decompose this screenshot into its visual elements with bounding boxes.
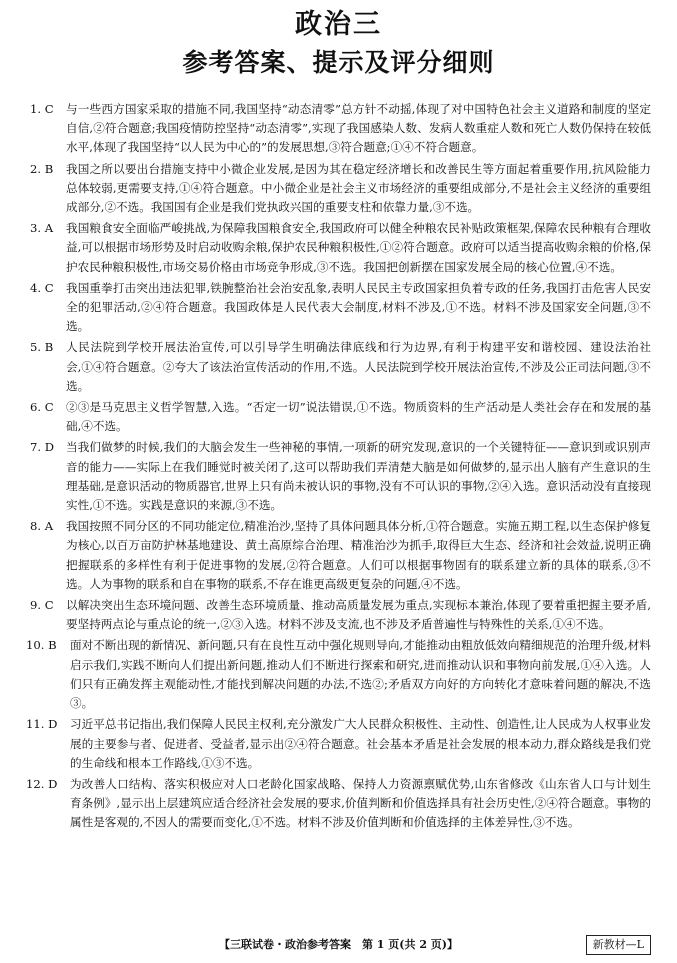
answer-item-11 xyxy=(26,715,651,773)
answer-item-7 xyxy=(26,438,651,515)
answer-number: 1. C xyxy=(30,102,54,116)
answer-item-10 xyxy=(26,636,651,713)
answer-item-2 xyxy=(26,160,651,218)
answer-item-6 xyxy=(26,398,651,436)
answer-explanation: 我国重拳打击突出违法犯罪,铁腕整治社会治安乱象,表明人民民主专政国家担负着专政的任务,我国打击危害人民安全的犯罪活动,②④符合题意。我国政体是人民代表大会制度,材料不涉及,①不选。材料不涉及国家安全问题,③不选。 xyxy=(66,280,651,334)
answer-explanation: 当我们做梦的时候,我们的大脑会发生一些神秘的事情,一项新的研究发现,意识的一个关键特征——意识到或识别声音的能力——实际上在我们睡觉时被关闭了,这可以帮助我们弄清楚大脑是如何做梦的,显示出人脑有产生意识的生理基础,是意识活动的物质器官,世界上只有尚未被认识的事物,没有不可认识的事物,②④入选。意识活动没有直接现实性,①不选。实践是意识的来源,③不选。 xyxy=(66,440,651,513)
answer-item-3 xyxy=(26,219,651,277)
answer-explanation: 面对不断出现的新情况、新问题,只有在良性互动中强化规则导向,才能推动由粗放低效向精细规范的治理升级,材料启示我们,实践不断向人们提出新问题,推动人们不断进行探索和研究,进而推动认识和事物向前发展,①④入选。人们只有正确发挥主观能动性,才能找到解决问题的办法,不选②;矛盾双方向好的方向转化才意味着问题的解决,不选③。 xyxy=(70,638,651,711)
answer-number: 3. A xyxy=(30,221,54,236)
answer-explanation: 习近平总书记指出,我们保障人民民主权利,充分激发广大人民群众积极性、主动性、创造性,让人民成为人权事业发展的主要参与者、促进者、受益者,显示出②④符合题意。社会基本矛盾是社会发展的根本动力,群众路线是我们党的生命线和根本工作路线,①③不选。 xyxy=(70,717,651,770)
edition-badge: 新教材—L xyxy=(586,935,651,955)
answer-list xyxy=(26,100,651,833)
answer-explanation: ②③是马克思主义哲学智慧,入选。“否定一切”说法错误,①不选。物质资料的生产活动是人类社会存在和发展的基础,④不选。 xyxy=(66,400,651,434)
answer-explanation: 以解决突出生态环境问题、改善生态环境质量、推动高质量发展为重点,实现标本兼治,体现了要着重把握主要矛盾,要坚持两点论与重点论的统一,②③入选。材料不涉及支流,也不涉及矛盾普遍性与特殊性的关系,①④不选。 xyxy=(66,598,651,632)
answer-number: 11. D xyxy=(26,717,58,732)
answer-item-9 xyxy=(26,596,651,634)
footer-page-label: 【三联试卷・政治参考答案 第 1 页(共 2 页)】 xyxy=(218,938,459,951)
answer-explanation: 人民法院到学校开展法治宣传,可以引导学生明确法律底线和行为边界,有利于构建平安和谐校园、建设法治社会,①④符合题意。②夸大了该法治宣传活动的作用,不选。人民法院到学校开展法治宣传,不涉及公正司法问题,③不选。 xyxy=(66,340,651,393)
answer-number: 7. D xyxy=(30,440,55,455)
answer-explanation: 我国之所以要出台措施支持中小微企业发展,是因为其在稳定经济增长和改善民生等方面起着重要作用,抗风险能力总体较弱,更需要支持,①④符合题意。中小微企业是社会主义市场经济的重要组成部分,不是社会主义经济的重要组成部分,②不选。我国国有企业是我们党执政兴国的重要支柱和依靠力量,③不选。 xyxy=(66,161,651,215)
answer-explanation: 与一些西方国家采取的措施不同,我国坚持“动态清零”总方针不动摇,体现了对中国特色社会主义道路和制度的坚定自信,②符合题意;我国疫情防控坚持“动态清零”,实现了我国感染人数、发病人数重症人数和死亡人数仍保持在较低水平,体现了我国坚持“以人民为中心的”的发展思想,③符合题意;①④不符合题意。 xyxy=(66,102,651,155)
answer-number: 10. B xyxy=(26,638,57,653)
answer-explanation: 为改善人口结构、落实积极应对人口老龄化国家战略、保持人力资源禀赋优势,山东省修改《山东省人口与计划生育条例》,显示出上层建筑应适合经济社会发展的要求,价值判断和价值选择具有社会历史性,②④符合题意。事物的属性是客观的,不因人的需要而变化,①不选。材料不涉及价值判断和价值选择的主体差异性,③不选。 xyxy=(70,776,651,830)
answer-item-5 xyxy=(26,338,651,396)
answer-item-1 xyxy=(26,100,651,158)
answer-item-4 xyxy=(26,279,651,337)
answer-item-8 xyxy=(26,517,651,594)
answer-number: 12. D xyxy=(26,776,58,791)
answer-item-12 xyxy=(26,775,651,833)
page-title: 政治三 xyxy=(295,9,382,40)
answer-number: 4. C xyxy=(30,280,54,295)
page-subtitle: 参考答案、提示及评分细则 xyxy=(182,48,495,77)
answer-number: 9. C xyxy=(30,598,54,613)
answer-number: 5. B xyxy=(30,340,54,355)
answer-number: 2. B xyxy=(30,161,54,176)
page-footer xyxy=(0,935,677,955)
answer-explanation: 我国按照不同分区的不同功能定位,精准治沙,坚持了具体问题具体分析,①符合题意。实施五期工程,以生态保护修复为核心,以百万亩防护林基地建设、黄土高原综合治理、精准治沙为抓手,取得巨大生态、经济和社会效益,说明正确把握联系的多样性有利于促进事物的发展,②符合题意。人们可以根据事物固有的联系建立新的具体的联系,③不选。人为事物的联系和自在事物的联系,不存在谁更高级更复杂的问题,④不选。 xyxy=(66,519,651,591)
answer-explanation: 我国粮食安全面临严峻挑战,为保障我国粮食安全,我国政府可以健全种粮农民补贴政策框架,保障农民种粮有合理收益,可以根据市场形势及时启动收购余粮,保护农民种粮积极性,①②符合题意。政府可以适当提高收购余粮的价格,保护农民种粮积极性,市场交易价格由市场竞争形成,③不选。我国把创新摆在国家发展全局的核心位置,④不选。 xyxy=(66,221,651,274)
answer-number: 6. C xyxy=(30,400,54,415)
answer-number: 8. A xyxy=(30,519,54,534)
